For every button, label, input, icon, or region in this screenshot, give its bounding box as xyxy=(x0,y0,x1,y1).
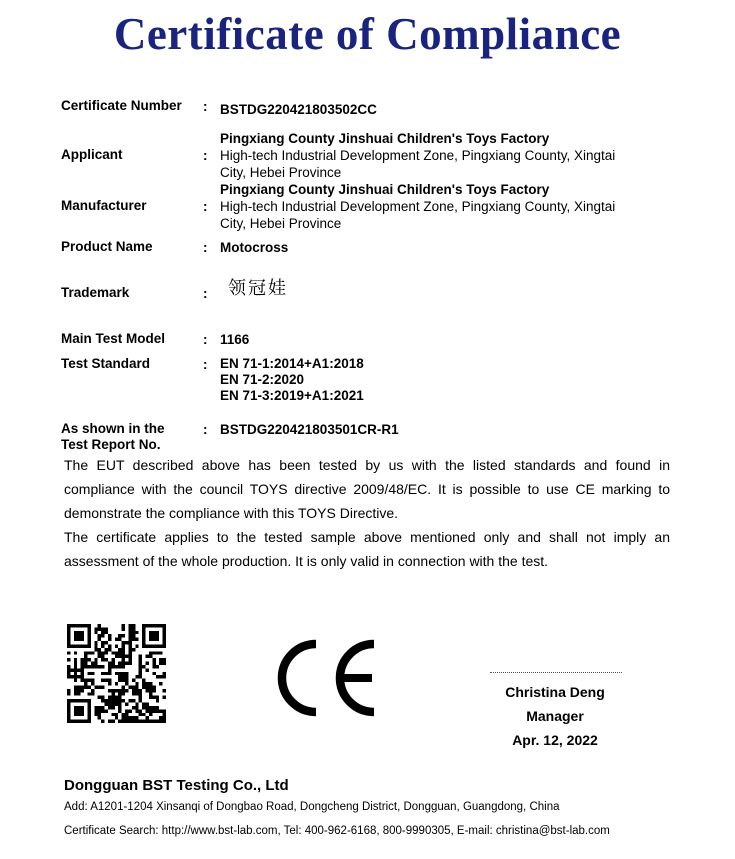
colon: : xyxy=(203,332,208,347)
manufacturer-address-line1: High-tech Industrial Development Zone, Pingxiang County, Xingtai xyxy=(220,199,616,214)
test-standard-1: EN 71-1:2014+A1:2018 xyxy=(220,356,364,371)
colon: : xyxy=(203,422,208,437)
certificate-number-value: BSTDG220421803502CC xyxy=(220,102,377,117)
test-standard-3: EN 71-3:2019+A1:2021 xyxy=(220,388,364,403)
statement-paragraph-1: The EUT described above has been tested by us with the listed standards and found in compliance with the council TOYS directive 2009/48/EC. It is possible to use CE marking to demonstrate the compliance with this TOYS Directive. xyxy=(64,457,670,521)
certificate-number-label: Certificate Number xyxy=(61,98,182,113)
colon: : xyxy=(203,240,208,255)
page-title: Certificate of Compliance xyxy=(113,9,622,59)
applicant-address-line1: High-tech Industrial Development Zone, Pingxiang County, Xingtai xyxy=(220,148,616,163)
colon: : xyxy=(203,357,208,372)
statement-paragraph-2: The certificate applies to the tested sample above mentioned only and shall not imply an assessment of the whole production. It is only valid in connection with the test. xyxy=(64,529,670,569)
certificate-search-info: Certificate Search: http://www.bst-lab.com, Tel: 400-962-6168, 800-9990305, E-mail: christina@bst-lab.com xyxy=(64,825,610,837)
test-standard-2: EN 71-2:2020 xyxy=(220,372,305,387)
main-test-model-value: 1166 xyxy=(220,332,250,347)
issuer-address: Add: A1201-1204 Xinsanqi of Dongbao Road, Dongcheng District, Dongguan, Guangdong, China xyxy=(64,801,560,813)
signatory-name: Christina Deng xyxy=(505,684,605,700)
colon: : xyxy=(203,148,208,163)
signature-date: Apr. 12, 2022 xyxy=(512,732,598,748)
signatory-role: Manager xyxy=(526,708,584,724)
signature-line xyxy=(490,672,622,673)
report-no-label-line2: Test Report No. xyxy=(61,437,161,452)
trademark-value: 领冠娃 xyxy=(228,278,288,299)
statement-paragraphs xyxy=(64,453,670,573)
manufacturer-address-line2: City, Hebei Province xyxy=(220,216,342,231)
product-name-value: Motocross xyxy=(220,240,289,255)
colon: : xyxy=(203,286,208,301)
manufacturer-name: Pingxiang County Jinshuai Children's Toys Factory xyxy=(220,182,550,197)
ce-mark-icon xyxy=(268,638,380,718)
test-standard-label: Test Standard xyxy=(61,356,151,371)
manufacturer-label: Manufacturer xyxy=(61,198,147,213)
report-no-value: BSTDG220421803501CR-R1 xyxy=(220,422,399,437)
issuer-company: Dongguan BST Testing Co., Ltd xyxy=(64,777,289,794)
applicant-label: Applicant xyxy=(61,147,123,162)
main-test-model-label: Main Test Model xyxy=(61,331,166,346)
product-name-label: Product Name xyxy=(61,239,153,254)
report-no-label-line1: As shown in the xyxy=(61,421,165,436)
colon: : xyxy=(203,199,208,214)
colon: : xyxy=(203,99,208,114)
qr-code-icon xyxy=(67,624,166,723)
applicant-address-line2: City, Hebei Province xyxy=(220,165,342,180)
trademark-label: Trademark xyxy=(61,285,130,300)
applicant-name: Pingxiang County Jinshuai Children's Toys Factory xyxy=(220,131,550,146)
